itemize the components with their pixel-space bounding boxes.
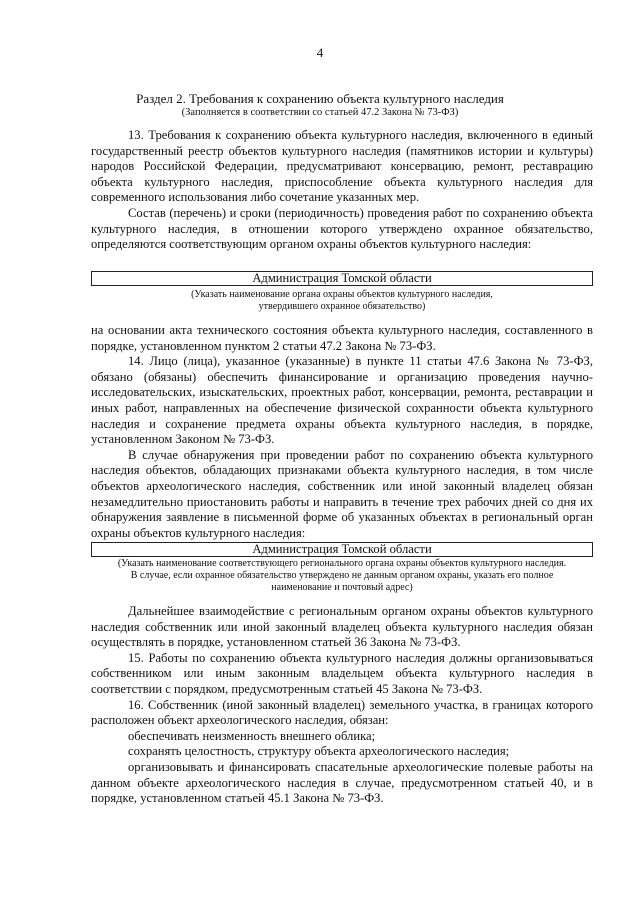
authority-name-1: Администрация Томской области (252, 271, 432, 285)
page-number: 4 (316, 45, 324, 60)
note-line: (Указать наименование соответствующего регионального органа охраны объектов культурного наследия. (117, 558, 567, 569)
text-block-b (91, 323, 593, 541)
paragraph-14: 14. Лицо (лица), указанное (указанные) в пункте 11 статьи 47.6 Закона № 73-ФЗ, обязано (обязаны) обеспечить финансирование и организацию проведения научно-исследовательских, изыскательских, проектных работ, консервации, ремонта, реставрации и иных работ, направленных на обеспечение физической сохранности объекта культурного наследия и сохранение предмета охраны объекта культурного наследия, в порядке, установленном Законом № 73-ФЗ. (91, 354, 593, 447)
section-title: Раздел 2. Требования к сохранению объекта культурного наследия (136, 91, 504, 106)
note-line: В случае, если охранное обязательство утверждено не данным органом охраны, указать его полное (130, 570, 554, 581)
authority-note-1 (91, 289, 593, 313)
paragraph-interaction: Дальнейшее взаимодействие с региональным органом охраны объектов культурного наследия собственник или иной законный владелец объекта культурного наследия обязан осуществлять в порядке, установленном статьей 36 Закона № 73-ФЗ. (91, 604, 593, 650)
paragraph-works-list: Состав (перечень) и сроки (периодичность) проведения работ по сохранению объекта культурного наследия, в отношении которого утверждено охранное обязательство, определяются соответствующим органом охраны объектов культурного наследия: (91, 205, 593, 252)
note-line: утвердившего охранное обязательство) (258, 301, 426, 312)
section-subtitle: (Заполняется в соответствии со статьей 47.2 Закона № 73-ФЗ) (181, 107, 459, 118)
paragraph-15: 15. Работы по сохранению объекта культурного наследия должны организовываться собственником или иным законным владельцем объекта культурного наследия в соответствии с порядком, предусмотренным статьей 45 Закона № 73-ФЗ. (91, 650, 593, 696)
paragraph-act-basis: на основании акта технического состояния объекта культурного наследия, составленного в порядке, установленном пунктом 2 статьи 47.2 Закона № 73-ФЗ. (91, 323, 593, 353)
list-item: организовывать и финансировать спасательные археологические полевые работы на данном объекте археологического наследия в случае, предусмотренном статьей 40, и в порядке, установленном статьей 45.1 Закона № 73-ФЗ. (91, 759, 593, 806)
authority-name-2: Администрация Томской области (252, 542, 432, 556)
paragraph-13: 13. Требования к сохранению объекта культурного наследия, включенного в единый государственный реестр объектов культурного наследия (памятников истории и культуры) народов Российской Федерации, предусматривают консервацию, ремонт, реставрацию объекта культурного наследия, приспособление объекта культурного наследия для современного использования либо сочетание указанных мер. (91, 128, 593, 205)
list-item: обеспечивать неизменность внешнего облика; (128, 728, 376, 743)
note-line: (Указать наименование органа охраны объектов культурного наследия, (191, 289, 493, 300)
list-item: сохранять целостность, структуру объекта археологического наследия; (128, 744, 510, 759)
text-block-c (91, 604, 593, 807)
authority-box-1 (91, 271, 593, 286)
authority-box-2 (91, 542, 593, 557)
paragraph-16: 16. Собственник (иной законный владелец) земельного участка, в границах которого расположен объект археологического наследия, обязан: (91, 697, 593, 728)
paragraph-discovery: В случае обнаружения при проведении работ по сохранению объекта культурного наследия объектов, обладающих признаками объекта культурного наследия, в том числе объектов археологического наследия, собственник или иной законный владелец обязан незамедлительно приостановить работы и направить в течение трех рабочих дней со дня их обнаружения заявление в письменной форме об указанных объектах в региональный орган охраны объектов культурного наследия: (91, 447, 593, 540)
note-line: наименование и почтовый адрес) (271, 582, 413, 593)
text-block-a (91, 128, 593, 253)
authority-note-2 (91, 558, 593, 594)
